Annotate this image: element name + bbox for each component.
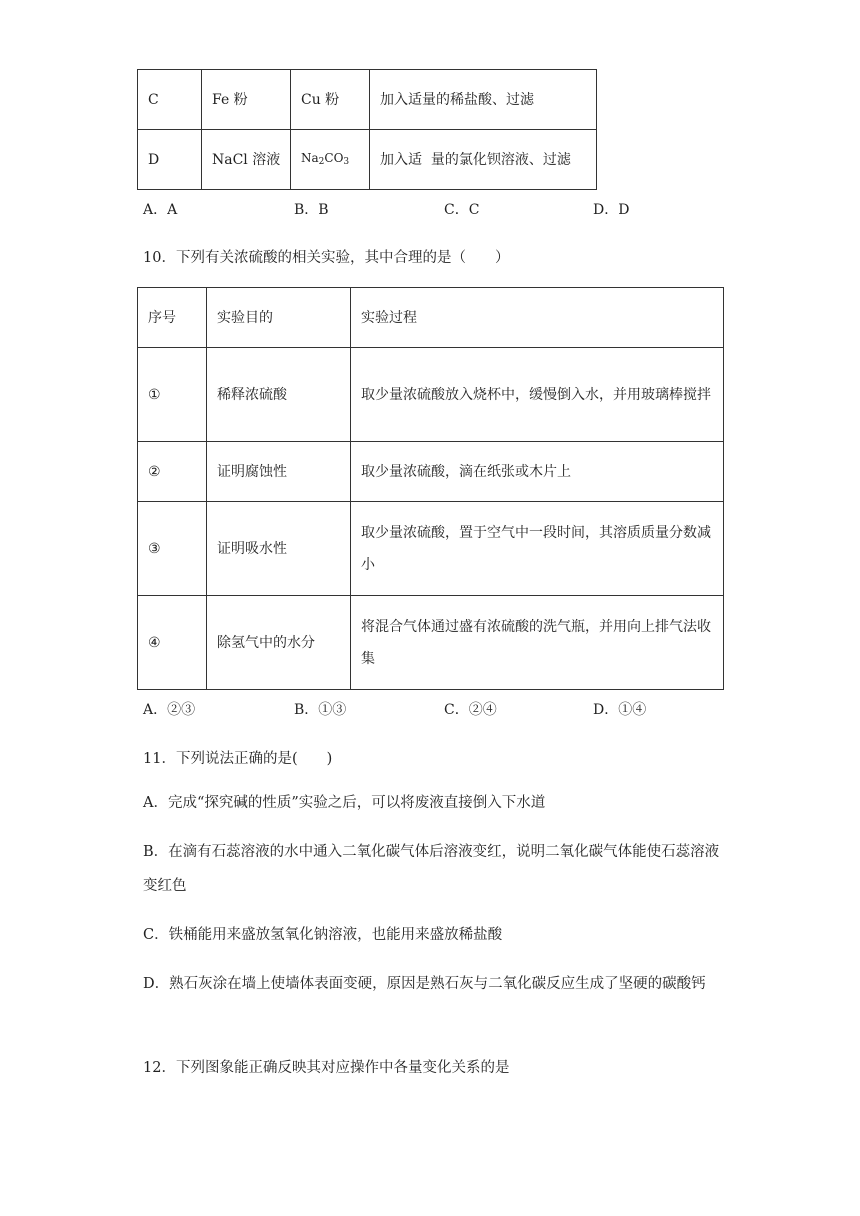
option-b: B．B <box>294 202 329 218</box>
header-cell: 序号 <box>138 288 207 348</box>
table-row <box>138 130 597 190</box>
table-cell: C <box>138 70 202 130</box>
formula-subscript: 2 <box>318 156 325 167</box>
q11-option-d: D．熟石灰涂在墙上使墙体表面变硬，原因是熟石灰与二氧化碳反应生成了坚硬的碳酸钙 <box>143 976 706 992</box>
table-cell: ④ <box>138 596 207 690</box>
formula-part: Na <box>301 150 319 165</box>
q9-options <box>143 199 743 219</box>
q9-table <box>137 69 597 190</box>
table-cell: 取少量浓硫酸放入烧杯中，缓慢倒入水，并用玻璃棒搅拌 <box>351 348 724 442</box>
option-a: A．②③ <box>143 702 196 718</box>
table-row <box>138 348 724 442</box>
q11-option-b: B．在滴有石蕊溶液的水中通入二氧化碳气体后溶液变红，说明二氧化碳气体能使石蕊溶液变红色 <box>143 844 720 894</box>
table-cell: 加入适量的稀盐酸、过滤 <box>370 70 597 130</box>
option-b: B．①③ <box>294 702 347 718</box>
option-c: C．C <box>444 202 480 218</box>
table-cell: 证明腐蚀性 <box>207 442 351 502</box>
table-cell: ① <box>138 348 207 442</box>
table-cell: 证明吸水性 <box>207 502 351 596</box>
table-cell: ② <box>138 442 207 502</box>
q10-table <box>137 287 724 690</box>
option-d: D．D <box>593 202 630 218</box>
formula-subscript: 3 <box>343 156 350 167</box>
option-c: C．②④ <box>444 702 497 718</box>
q10-stem: 10．下列有关浓硫酸的相关实验，其中合理的是（ ） <box>143 250 510 266</box>
table-cell: Cu 粉 <box>291 70 370 130</box>
q10-options <box>143 699 743 719</box>
table-cell: NaCl 溶液 <box>202 130 291 190</box>
table-cell: D <box>138 130 202 190</box>
option-a: A．A <box>143 202 178 218</box>
formula-cell <box>291 130 370 190</box>
table-cell: 取少量浓硫酸，滴在纸张或木片上 <box>351 442 724 502</box>
table-row <box>138 70 597 130</box>
table-cell: 取少量浓硫酸，置于空气中一段时间，其溶质质量分数减小 <box>351 502 724 596</box>
option-d: D．①④ <box>593 702 647 718</box>
table-cell: Fe 粉 <box>202 70 291 130</box>
q11-option-a: A．完成“探究碱的性质”实验之后，可以将废液直接倒入下水道 <box>143 795 546 811</box>
table-row <box>138 442 724 502</box>
q11-option-c: C．铁桶能用来盛放氢氧化钠溶液，也能用来盛放稀盐酸 <box>143 927 503 943</box>
formula-part: CO <box>324 150 344 165</box>
table-header-row <box>138 288 724 348</box>
table-cell: ③ <box>138 502 207 596</box>
header-cell: 实验目的 <box>207 288 351 348</box>
table-cell: 将混合气体通过盛有浓硫酸的洗气瓶，并用向上排气法收集 <box>351 596 724 690</box>
table-row <box>138 502 724 596</box>
table-cell: 稀释浓硫酸 <box>207 348 351 442</box>
header-cell: 实验过程 <box>351 288 724 348</box>
table-cell: 除氢气中的水分 <box>207 596 351 690</box>
table-row <box>138 596 724 690</box>
table-cell: 加入适 量的氯化钡溶液、过滤 <box>370 130 597 190</box>
q11-stem: 11．下列说法正确的是( ) <box>143 751 333 767</box>
q12-stem: 12．下列图象能正确反映其对应操作中各量变化关系的是 <box>143 1060 510 1076</box>
